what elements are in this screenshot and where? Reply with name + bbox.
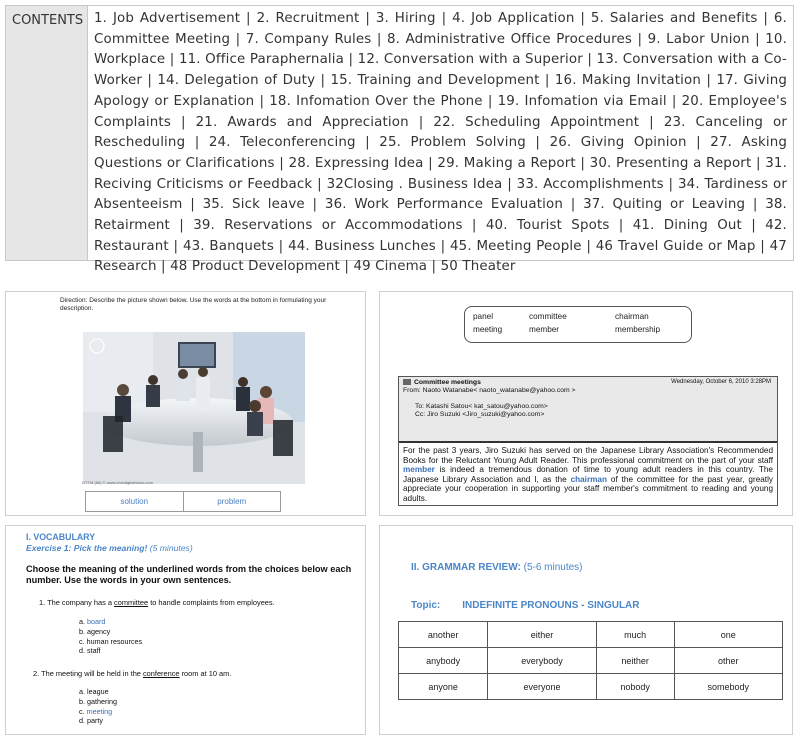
contents-link[interactable]: 1. Job Advertisement bbox=[94, 11, 241, 26]
contents-link[interactable]: 32Closing . Business Idea bbox=[326, 176, 503, 192]
contents-link[interactable]: 17. Giving Apology or Explanation bbox=[94, 73, 788, 109]
exercise-heading: Exercise 1: Pick the meaning! (5 minutes) bbox=[26, 543, 193, 553]
separator: | bbox=[182, 197, 203, 213]
separator: | bbox=[751, 155, 766, 171]
separator: | bbox=[757, 11, 774, 26]
table-row: anybody everybody neither other bbox=[399, 648, 783, 674]
table-row: anyone everyone nobody somebody bbox=[399, 674, 783, 700]
contents-link[interactable]: 8. Administrative Office Procedures bbox=[387, 31, 632, 47]
separator: | bbox=[741, 218, 766, 234]
separator: | bbox=[632, 31, 648, 47]
separator: | bbox=[462, 218, 486, 234]
contents-link[interactable]: 23. Canceling or Rescheduling bbox=[94, 114, 787, 151]
contents-link[interactable]: 37. Quiting or Leaving bbox=[583, 197, 746, 213]
contents-link[interactable]: 45. Meeting People bbox=[449, 238, 582, 254]
contents-link[interactable]: 22. Scheduling Appointment bbox=[433, 114, 640, 130]
slide-thumbnail-describe-picture[interactable] bbox=[5, 291, 366, 516]
separator: | bbox=[686, 135, 711, 151]
separator: | bbox=[408, 114, 434, 130]
contents-link[interactable]: 46 Travel Guide or Map bbox=[595, 238, 756, 254]
separator: | bbox=[156, 259, 171, 275]
slide-thumbnail-vocabulary[interactable] bbox=[5, 525, 366, 735]
contents-link[interactable]: 38. Retairment bbox=[94, 197, 787, 234]
word-solution: solution bbox=[120, 497, 149, 506]
grammar-title: II. GRAMMAR REVIEW: (5-6 minutes) bbox=[411, 562, 583, 573]
separator: | bbox=[562, 197, 584, 213]
separator: | bbox=[170, 114, 196, 130]
question-1: 1. The company has a committee to handle complaints from employees. bbox=[39, 598, 275, 607]
vocabulary-heading: I. VOCABULARY bbox=[26, 532, 96, 542]
separator: | bbox=[169, 218, 194, 234]
question-2-options: a. league b. gathering c. meeting d. party bbox=[79, 687, 117, 726]
separator: | bbox=[168, 238, 183, 254]
separator: | bbox=[142, 73, 158, 89]
contents-link[interactable]: 19. Infomation via Email bbox=[497, 93, 667, 109]
separator: | bbox=[355, 135, 380, 151]
contents-label: CONTENTS bbox=[6, 6, 88, 260]
contents-link[interactable]: 20. Employee's Complaints bbox=[94, 93, 787, 130]
option-board: board bbox=[87, 617, 106, 626]
separator: | bbox=[185, 135, 209, 151]
contents-link[interactable]: 25. Problem Solving bbox=[379, 135, 526, 151]
contents-link[interactable]: 44. Business Lunches bbox=[288, 238, 436, 254]
contents-link[interactable]: 6. Committee Meeting bbox=[94, 11, 787, 47]
contents-link[interactable]: 11. Office Paraphernalia bbox=[178, 52, 345, 68]
separator: | bbox=[273, 238, 289, 254]
separator: | bbox=[749, 31, 766, 47]
separator: | bbox=[435, 238, 450, 254]
separator: | bbox=[371, 31, 388, 47]
contents-link[interactable]: 47 Research bbox=[94, 238, 787, 275]
contents-link[interactable]: 31. Reciving Criticisms or Feedback bbox=[94, 155, 787, 192]
contents-link[interactable]: 36. Work Performance Evaluation bbox=[324, 197, 563, 213]
separator: | bbox=[701, 73, 717, 89]
table-row: another either much one bbox=[399, 622, 783, 648]
separator: | bbox=[482, 93, 498, 109]
photo-caption: GTTM (66) © www.ohmdigitalmicro.com bbox=[82, 480, 153, 485]
separator: | bbox=[639, 114, 664, 130]
contents-link[interactable]: 10. Workplace bbox=[94, 31, 787, 68]
separator: | bbox=[274, 155, 289, 171]
separator: | bbox=[344, 52, 358, 68]
separator: | bbox=[304, 197, 325, 213]
word-bank bbox=[85, 491, 281, 512]
contents-list bbox=[88, 6, 793, 275]
contents-link[interactable]: 4. Job Application bbox=[452, 11, 575, 26]
contents-link[interactable]: 29. Making a Report bbox=[437, 155, 576, 171]
slide-thumbnail-grammar[interactable] bbox=[379, 525, 793, 735]
contents-link[interactable]: 49 Cinema bbox=[353, 259, 428, 275]
question-2: 2. The meeting will be held in the conference room at 10 am. bbox=[33, 669, 232, 678]
email-from: From: Naoto Watanabe< naoto_watanabe@yahoo.com > bbox=[403, 387, 576, 394]
contents-link[interactable]: 18. Infomation Over the Phone bbox=[269, 93, 483, 109]
word-committee: committee bbox=[529, 312, 567, 321]
contents-link[interactable]: 3. Hiring bbox=[375, 11, 436, 26]
contents-link[interactable]: 39. Reservations or Accommodations bbox=[193, 218, 463, 234]
contents-link[interactable]: 5. Salaries and Benefits bbox=[590, 11, 758, 26]
contents-link[interactable]: 28. Expressing Idea bbox=[288, 155, 424, 171]
contents-link[interactable]: 24. Teleconferencing bbox=[208, 135, 356, 151]
word-chairman: chairman bbox=[615, 312, 649, 321]
word-membership: membership bbox=[615, 325, 661, 334]
contents-link[interactable]: 48 Product Development bbox=[170, 259, 340, 275]
email-screenshot bbox=[398, 376, 778, 506]
contents-link[interactable]: 15. Training and Development bbox=[330, 73, 540, 89]
contents-link[interactable]: 14. Delegation of Duty bbox=[157, 73, 316, 89]
contents-link[interactable]: 21. Awards and Appreciation bbox=[195, 114, 409, 130]
separator: | bbox=[745, 197, 766, 213]
contents-link[interactable]: 27. Asking Questions or Clarifications bbox=[94, 135, 788, 171]
word-member: member bbox=[529, 325, 560, 334]
contents-link[interactable]: 9. Labor Union bbox=[647, 31, 750, 47]
separator: | bbox=[582, 52, 597, 68]
contents-link[interactable]: 50 Theater bbox=[440, 259, 516, 275]
separator: | bbox=[427, 259, 441, 275]
contents-link[interactable]: 12. Conversation with a Superior bbox=[357, 52, 583, 68]
separator: | bbox=[755, 238, 770, 254]
separator: | bbox=[165, 52, 179, 68]
separator: | bbox=[423, 155, 438, 171]
separator: | bbox=[315, 73, 331, 89]
contents-link[interactable]: 42. Restaurant bbox=[94, 218, 787, 254]
separator: | bbox=[575, 155, 590, 171]
separator: | bbox=[230, 31, 246, 47]
email-subject: Committee meetings bbox=[414, 379, 481, 386]
contents-link[interactable]: 30. Presenting a Report bbox=[589, 155, 752, 171]
email-date: Wednesday, October 6, 2010 3:28PM bbox=[671, 379, 771, 385]
exercise-instruction: Choose the meaning of the underlined words from the choices below each number. Use the words in your own sentences. bbox=[26, 564, 352, 585]
contents-table bbox=[5, 5, 794, 275]
envelope-icon bbox=[403, 379, 411, 385]
separator: | bbox=[539, 73, 555, 89]
contents-link[interactable]: 41. Dining Out bbox=[632, 218, 742, 234]
contents-link[interactable]: 43. Banquets bbox=[182, 238, 274, 254]
contents-link[interactable]: 13. Conversation with a Co-Worker bbox=[94, 52, 788, 89]
word-problem: problem bbox=[183, 492, 281, 511]
separator: | bbox=[502, 176, 517, 192]
word-meeting: meeting bbox=[473, 325, 503, 334]
separator: | bbox=[609, 218, 633, 234]
highlight-chairman: chairman bbox=[570, 474, 607, 484]
separator: | bbox=[435, 11, 453, 26]
contents-link[interactable]: 40. Tourist Spots bbox=[485, 218, 610, 234]
separator: | bbox=[525, 135, 550, 151]
separator: | bbox=[663, 176, 678, 192]
contents-link[interactable]: 2. Recruitment bbox=[256, 11, 360, 26]
word-bank bbox=[464, 306, 692, 343]
slide-direction-text: Direction: Describe the picture shown below. Use the words at the bottom in formulating your description. bbox=[60, 297, 327, 312]
meeting-photo bbox=[83, 332, 305, 484]
separator: | bbox=[240, 11, 257, 26]
contents-link[interactable]: 34. Tardiness or Absenteeism bbox=[94, 176, 788, 213]
question-1-options: a. board b. agency c. human resources d. staff bbox=[79, 617, 143, 656]
email-to: To: Katashi Satou< kat_satou@yahoo.com> bbox=[415, 403, 548, 410]
separator: | bbox=[359, 11, 376, 26]
highlight-member: member bbox=[403, 465, 435, 475]
contents-link[interactable]: 16. Making Invitation bbox=[554, 73, 702, 89]
separator: | bbox=[254, 93, 270, 109]
email-body: For the past 3 years, Jiro Suzuki has served on the Japanese Library Association's Recommended Books for the Reluctant Young Adult Reader. This professional commitment on the part of your staff member is indeed a tremendous donation of time to young adult readers in this country. The Japanese Library Association and I, as the chairman of the committee for the past year, greatly appreciate your cooperation in supporting your staff member's commitment to reading and young adults. bbox=[403, 446, 773, 503]
contents-link[interactable]: 35. Sick leave bbox=[202, 197, 305, 213]
separator: | bbox=[574, 11, 591, 26]
email-header bbox=[399, 377, 777, 443]
separator: | bbox=[581, 238, 596, 254]
separator: | bbox=[666, 93, 682, 109]
separator: | bbox=[339, 259, 354, 275]
word-panel: panel bbox=[473, 312, 494, 321]
contents-link[interactable]: 7. Company Rules bbox=[245, 31, 372, 47]
contents-link[interactable]: 26. Giving Opinion bbox=[549, 135, 687, 151]
option-meeting: meeting bbox=[86, 706, 113, 716]
separator: | bbox=[312, 176, 327, 192]
pronoun-table bbox=[398, 621, 783, 700]
email-cc: Cc: Jiro Suzuki <Jiro_suzuki@yahoo.com> bbox=[415, 411, 545, 418]
contents-link[interactable]: 33. Accomplishments bbox=[516, 176, 664, 192]
grammar-topic: Topic: INDEFINITE PRONOUNS - SINGULAR bbox=[411, 600, 640, 611]
slide-thumbnail-email[interactable] bbox=[379, 291, 793, 516]
